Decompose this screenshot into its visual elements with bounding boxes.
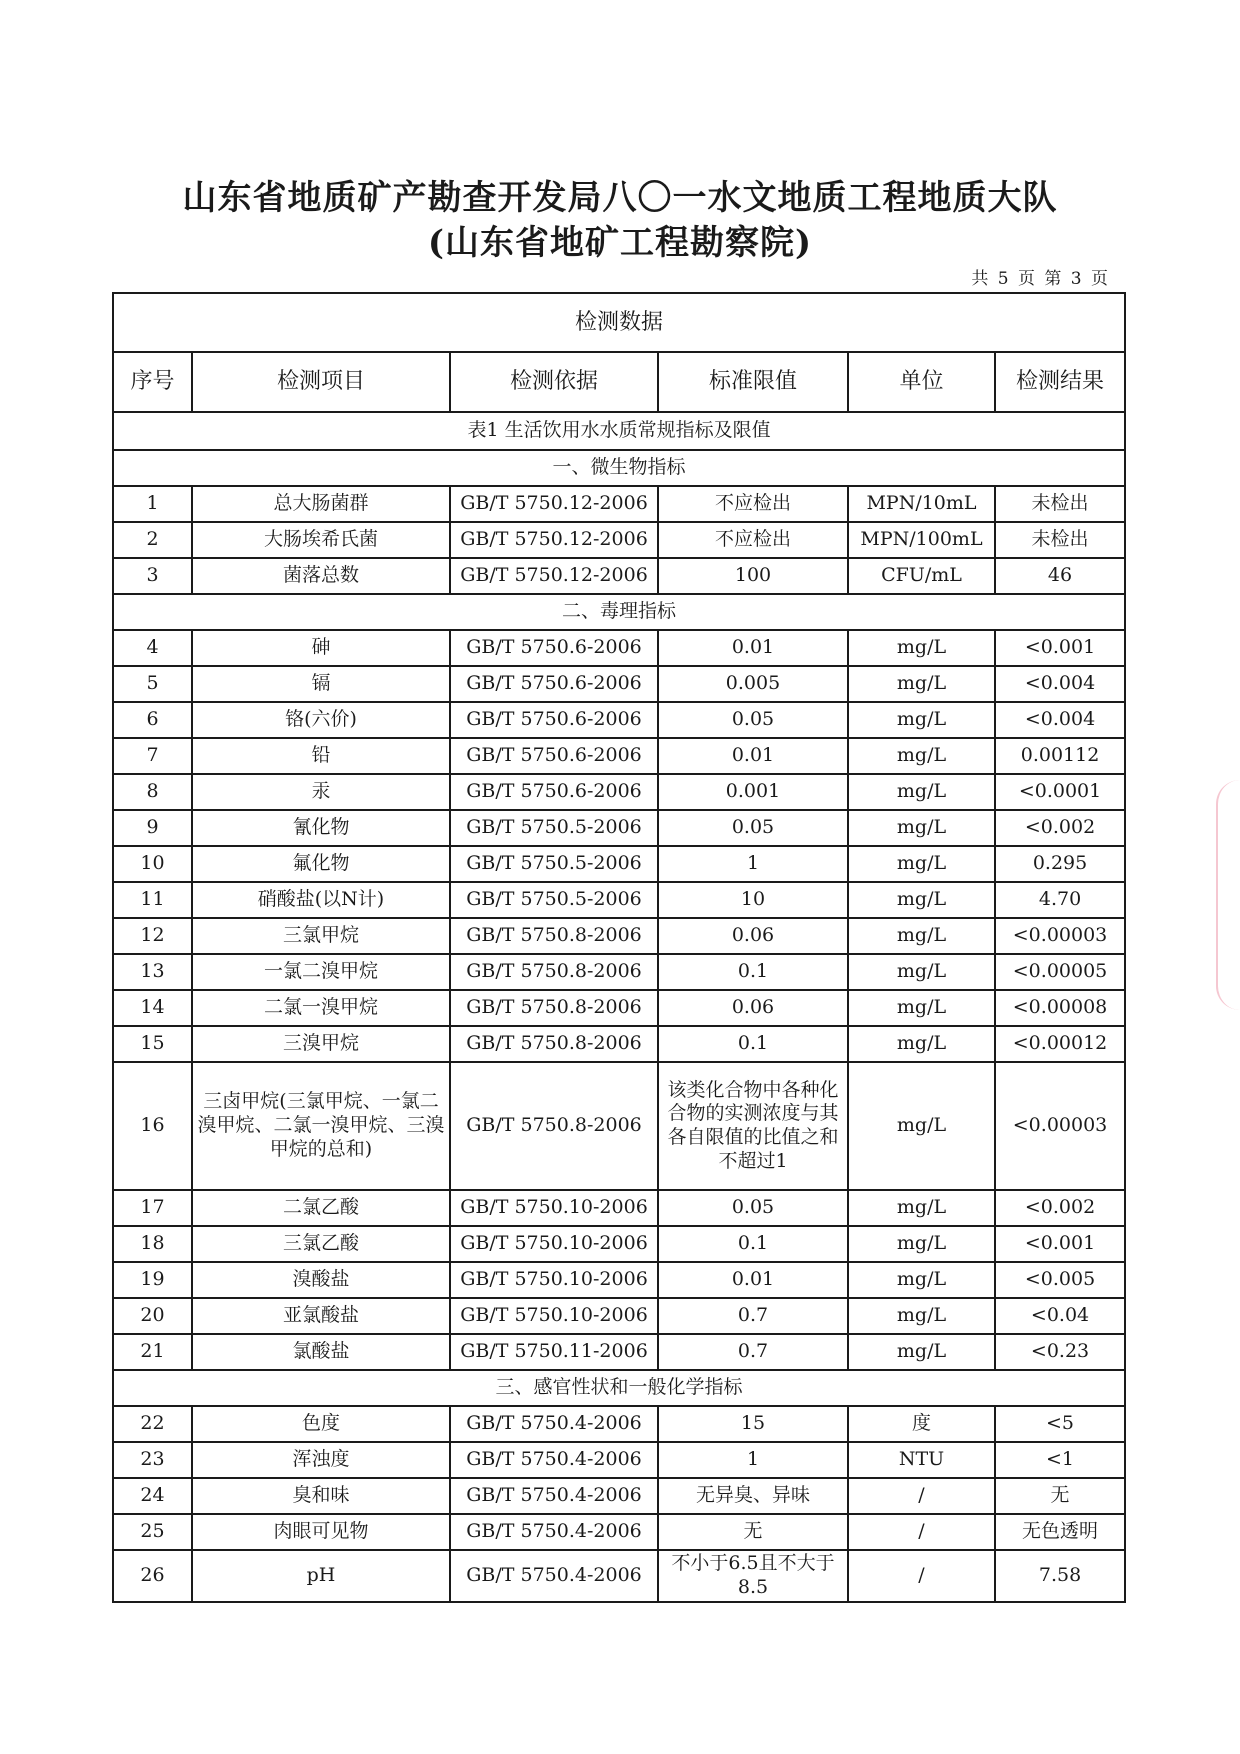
cell-no: 21 [113, 1334, 192, 1370]
cell-no: 10 [113, 846, 192, 882]
table-row [113, 1550, 1125, 1602]
cell-limit: 0.01 [658, 1262, 848, 1298]
cell-unit: mg/L [848, 1026, 995, 1062]
cell-no: 24 [113, 1478, 192, 1514]
cell-unit: mg/L [848, 738, 995, 774]
cell-unit: mg/L [848, 1226, 995, 1262]
cell-unit: 度 [848, 1406, 995, 1442]
cell-unit: mg/L [848, 1262, 995, 1298]
cell-unit: NTU [848, 1442, 995, 1478]
cell-unit: mg/L [848, 1190, 995, 1226]
cell-result: <0.002 [995, 1190, 1125, 1226]
cell-no: 17 [113, 1190, 192, 1226]
section-title: 一、微生物指标 [113, 450, 1125, 486]
cell-method: GB/T 5750.8-2006 [450, 1026, 658, 1062]
cell-result: <0.004 [995, 666, 1125, 702]
test-data-table [112, 292, 1126, 1603]
cell-unit: mg/L [848, 702, 995, 738]
cell-result: <0.004 [995, 702, 1125, 738]
cell-no: 7 [113, 738, 192, 774]
cell-no: 26 [113, 1550, 192, 1602]
cell-method: GB/T 5750.6-2006 [450, 666, 658, 702]
cell-result: <0.0001 [995, 774, 1125, 810]
cell-result: 4.70 [995, 882, 1125, 918]
cell-result: <0.005 [995, 1262, 1125, 1298]
cell-method: GB/T 5750.4-2006 [450, 1406, 658, 1442]
cell-no: 13 [113, 954, 192, 990]
cell-item: 氯酸盐 [192, 1334, 450, 1370]
table-row [113, 990, 1125, 1026]
cell-result: 无 [995, 1478, 1125, 1514]
cell-limit: 该类化合物中各种化合物的实测浓度与其各自限值的比值之和不超过1 [658, 1062, 848, 1190]
section-header [113, 1370, 1125, 1406]
cell-no: 4 [113, 630, 192, 666]
cell-unit: MPN/100mL [848, 522, 995, 558]
table-row [113, 666, 1125, 702]
table-row [113, 810, 1125, 846]
cell-method: GB/T 5750.5-2006 [450, 846, 658, 882]
cell-method: GB/T 5750.8-2006 [450, 990, 658, 1026]
cell-limit: 0.1 [658, 954, 848, 990]
cell-unit: mg/L [848, 846, 995, 882]
cell-result: 无色透明 [995, 1514, 1125, 1550]
cell-limit: 0.005 [658, 666, 848, 702]
cell-unit: mg/L [848, 774, 995, 810]
cell-result: 未检出 [995, 486, 1125, 522]
cell-method: GB/T 5750.10-2006 [450, 1226, 658, 1262]
cell-unit: mg/L [848, 954, 995, 990]
cell-item: pH [192, 1550, 450, 1602]
cell-item: 总大肠菌群 [192, 486, 450, 522]
cell-no: 22 [113, 1406, 192, 1442]
report-subtitle: (山东省地矿工程勘察院) [427, 223, 813, 263]
cell-item: 硝酸盐(以N计) [192, 882, 450, 918]
cell-limit: 0.05 [658, 810, 848, 846]
table-row [113, 774, 1125, 810]
cell-method: GB/T 5750.10-2006 [450, 1298, 658, 1334]
cell-method: GB/T 5750.4-2006 [450, 1550, 658, 1602]
table-row [113, 522, 1125, 558]
cell-result: <0.00005 [995, 954, 1125, 990]
cell-unit: mg/L [848, 918, 995, 954]
table-row [113, 738, 1125, 774]
cell-no: 16 [113, 1062, 192, 1190]
table-row [113, 702, 1125, 738]
cell-item: 铅 [192, 738, 450, 774]
cell-item: 肉眼可见物 [192, 1514, 450, 1550]
table-row [113, 1334, 1125, 1370]
page-number: 共 5 页 第 3 页 [971, 269, 1110, 289]
table-row [113, 1190, 1125, 1226]
table-row [113, 954, 1125, 990]
cell-no: 1 [113, 486, 192, 522]
section-title: 二、毒理指标 [113, 594, 1125, 630]
table-row [113, 1514, 1125, 1550]
col-header-unit: 单位 [848, 352, 995, 412]
cell-result: <0.00003 [995, 1062, 1125, 1190]
cell-limit: 100 [658, 558, 848, 594]
cell-method: GB/T 5750.6-2006 [450, 630, 658, 666]
cell-no: 6 [113, 702, 192, 738]
cell-result: <0.00008 [995, 990, 1125, 1026]
col-header-result: 检测结果 [995, 352, 1125, 412]
cell-item: 亚氯酸盐 [192, 1298, 450, 1334]
cell-result: 0.295 [995, 846, 1125, 882]
table-row [113, 1026, 1125, 1062]
cell-item: 溴酸盐 [192, 1262, 450, 1298]
cell-item: 臭和味 [192, 1478, 450, 1514]
cell-limit: 0.01 [658, 738, 848, 774]
cell-limit: 0.06 [658, 990, 848, 1026]
cell-item: 三溴甲烷 [192, 1026, 450, 1062]
cell-unit: / [848, 1550, 995, 1602]
cell-limit: 1 [658, 1442, 848, 1478]
table-row [113, 882, 1125, 918]
cell-method: GB/T 5750.10-2006 [450, 1262, 658, 1298]
col-header-item: 检测项目 [192, 352, 450, 412]
cell-method: GB/T 5750.10-2006 [450, 1190, 658, 1226]
cell-result: <5 [995, 1406, 1125, 1442]
cell-item: 三卤甲烷(三氯甲烷、一氯二溴甲烷、二氯一溴甲烷、三溴甲烷的总和) [192, 1062, 450, 1190]
cell-method: GB/T 5750.6-2006 [450, 702, 658, 738]
cell-no: 12 [113, 918, 192, 954]
cell-no: 25 [113, 1514, 192, 1550]
section-header [113, 594, 1125, 630]
cell-no: 5 [113, 666, 192, 702]
cell-item: 铬(六价) [192, 702, 450, 738]
cell-unit: mg/L [848, 666, 995, 702]
cell-no: 19 [113, 1262, 192, 1298]
cell-method: GB/T 5750.8-2006 [450, 918, 658, 954]
table-row [113, 1062, 1125, 1190]
cell-limit: 15 [658, 1406, 848, 1442]
cell-no: 18 [113, 1226, 192, 1262]
cell-item: 三氯甲烷 [192, 918, 450, 954]
cell-unit: CFU/mL [848, 558, 995, 594]
cell-result: <0.002 [995, 810, 1125, 846]
cell-item: 菌落总数 [192, 558, 450, 594]
cell-method: GB/T 5750.4-2006 [450, 1478, 658, 1514]
cell-unit: / [848, 1478, 995, 1514]
cell-limit: 不应检出 [658, 486, 848, 522]
cell-item: 色度 [192, 1406, 450, 1442]
cell-no: 23 [113, 1442, 192, 1478]
cell-result: <0.001 [995, 630, 1125, 666]
section-title: 三、感官性状和一般化学指标 [113, 1370, 1125, 1406]
cell-item: 二氯乙酸 [192, 1190, 450, 1226]
table-row [113, 1298, 1125, 1334]
cell-item: 汞 [192, 774, 450, 810]
cell-item: 浑浊度 [192, 1442, 450, 1478]
cell-result: <0.00003 [995, 918, 1125, 954]
cell-unit: mg/L [848, 1334, 995, 1370]
cell-unit: MPN/10mL [848, 486, 995, 522]
cell-unit: / [848, 1514, 995, 1550]
cell-no: 8 [113, 774, 192, 810]
cell-result: <0.00012 [995, 1026, 1125, 1062]
cell-limit: 0.06 [658, 918, 848, 954]
report-title: 山东省地质矿产勘查开发局八〇一水文地质工程地质大队 [182, 178, 1058, 218]
table-row [113, 1226, 1125, 1262]
table-row [113, 1478, 1125, 1514]
cell-result: 未检出 [995, 522, 1125, 558]
cell-method: GB/T 5750.6-2006 [450, 774, 658, 810]
cell-method: GB/T 5750.5-2006 [450, 810, 658, 846]
cell-item: 三氯乙酸 [192, 1226, 450, 1262]
table-row [113, 1442, 1125, 1478]
cell-item: 镉 [192, 666, 450, 702]
cell-limit: 0.05 [658, 1190, 848, 1226]
cell-limit: 无异臭、异味 [658, 1478, 848, 1514]
cell-limit: 0.7 [658, 1334, 848, 1370]
cell-unit: mg/L [848, 630, 995, 666]
cell-item: 氟化物 [192, 846, 450, 882]
cell-result: 46 [995, 558, 1125, 594]
cell-limit: 0.1 [658, 1026, 848, 1062]
section-header [113, 450, 1125, 486]
table-caption: 检测数据 [113, 293, 1125, 352]
cell-limit: 不应检出 [658, 522, 848, 558]
cell-result: 0.00112 [995, 738, 1125, 774]
seal-stamp [1216, 780, 1240, 1010]
table-row [113, 1406, 1125, 1442]
cell-limit: 0.05 [658, 702, 848, 738]
cell-method: GB/T 5750.12-2006 [450, 486, 658, 522]
cell-result: <0.04 [995, 1298, 1125, 1334]
cell-method: GB/T 5750.12-2006 [450, 522, 658, 558]
cell-no: 14 [113, 990, 192, 1026]
cell-limit: 0.7 [658, 1298, 848, 1334]
cell-result: <0.001 [995, 1226, 1125, 1262]
cell-unit: mg/L [848, 810, 995, 846]
cell-method: GB/T 5750.4-2006 [450, 1442, 658, 1478]
cell-result: <0.23 [995, 1334, 1125, 1370]
table-row [113, 1262, 1125, 1298]
cell-unit: mg/L [848, 882, 995, 918]
cell-item: 一氯二溴甲烷 [192, 954, 450, 990]
cell-method: GB/T 5750.6-2006 [450, 738, 658, 774]
cell-no: 2 [113, 522, 192, 558]
cell-limit: 10 [658, 882, 848, 918]
table-row [113, 558, 1125, 594]
cell-method: GB/T 5750.12-2006 [450, 558, 658, 594]
cell-unit: mg/L [848, 990, 995, 1026]
cell-unit: mg/L [848, 1062, 995, 1190]
cell-method: GB/T 5750.5-2006 [450, 882, 658, 918]
cell-limit: 0.01 [658, 630, 848, 666]
table-row [113, 486, 1125, 522]
table-subtitle: 表1 生活饮用水水质常规指标及限值 [113, 412, 1125, 450]
cell-item: 二氯一溴甲烷 [192, 990, 450, 1026]
cell-result: 7.58 [995, 1550, 1125, 1602]
cell-unit: mg/L [848, 1298, 995, 1334]
cell-limit: 0.1 [658, 1226, 848, 1262]
cell-no: 3 [113, 558, 192, 594]
cell-method: GB/T 5750.11-2006 [450, 1334, 658, 1370]
cell-limit: 不小于6.5且不大于8.5 [658, 1550, 848, 1602]
col-header-method: 检测依据 [450, 352, 658, 412]
table-row [113, 630, 1125, 666]
col-header-limit: 标准限值 [658, 352, 848, 412]
table-row [113, 846, 1125, 882]
cell-item: 氰化物 [192, 810, 450, 846]
cell-no: 11 [113, 882, 192, 918]
cell-method: GB/T 5750.8-2006 [450, 1062, 658, 1190]
col-header-no: 序号 [113, 352, 192, 412]
cell-no: 9 [113, 810, 192, 846]
cell-item: 大肠埃希氏菌 [192, 522, 450, 558]
cell-method: GB/T 5750.4-2006 [450, 1514, 658, 1550]
cell-no: 20 [113, 1298, 192, 1334]
cell-result: <1 [995, 1442, 1125, 1478]
cell-no: 15 [113, 1026, 192, 1062]
cell-item: 砷 [192, 630, 450, 666]
cell-limit: 0.001 [658, 774, 848, 810]
table-row [113, 918, 1125, 954]
cell-limit: 1 [658, 846, 848, 882]
cell-limit: 无 [658, 1514, 848, 1550]
cell-method: GB/T 5750.8-2006 [450, 954, 658, 990]
